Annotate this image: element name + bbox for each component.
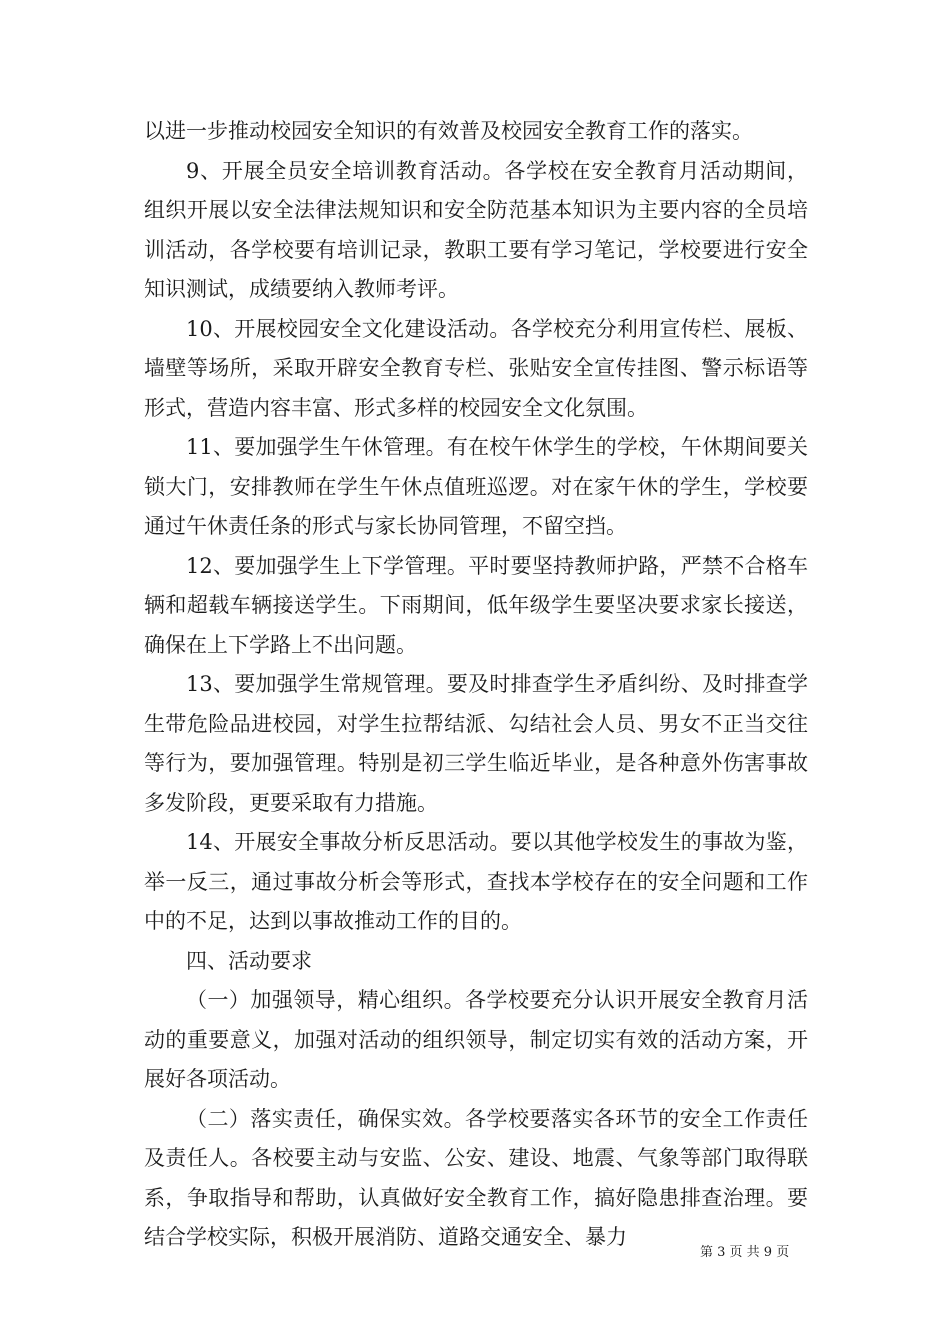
paragraph-continuation: 以进一步推动校园安全知识的有效普及校园安全教育工作的落实。 — [144, 119, 753, 143]
paragraph-item-12: 12、要加强学生上下学管理。平时要坚持教师护路，严禁不合格车辆和超载车辆接送学生。下雨期间，低年级学生要坚决要求家长接送，确保在上下学路上不出问题。 — [144, 553, 808, 657]
page-number: 第 3 页 共 9 页 — [700, 1245, 790, 1260]
paragraph-item-14: 14、开展安全事故分析反思活动。要以其他学校发生的事故为鉴，举一反三，通过事故分析会等形式，查找本学校存在的安全问题和工作中的不足，达到以事故推动工作的目的。 — [144, 830, 808, 933]
paragraph-item-13: 13、要加强学生常规管理。要及时排查学生矛盾纠纷、及时排查学生带危险品进校园，对学生拉帮结派、勾结社会人员、男女不正当交往等行为，要加强管理。特别是初三学生临近毕业，是各种意外伤害事故多发阶段，更要采取有力措施。 — [144, 672, 808, 815]
paragraph-item-10: 10、开展校园安全文化建设活动。各学校充分利用宣传栏、展板、墙壁等场所，采取开辟安全教育专栏、张贴安全宣传挂图、警示标语等形式，营造内容丰富、形式多样的校园安全文化氛围。 — [144, 316, 808, 420]
paragraph-item-9: 9、开展全员安全培训教育活动。各学校在安全教育月活动期间，组织开展以安全法律法规知识和安全防范基本知识为主要内容的全员培训活动，各学校要有培训记录，教职工要有学习笔记，学校要进行安全知识测试，成绩要纳入教师考评。 — [144, 158, 808, 301]
paragraph-item-11: 11、要加强学生午休管理。有在校午休学生的学校，午休期间要关锁大门，安排教师在学生午休点值班巡逻。对在家午休的学生，学校要通过午休责任条的形式与家长协同管理，不留空挡。 — [144, 435, 808, 538]
paragraph-requirement-2: （二）落实责任，确保实效。各学校要落实各环节的安全工作责任及责任人。各校要主动与安监、公安、建设、地震、气象等部门取得联系，争取指导和帮助，认真做好安全教育工作，搞好隐患排查治理。要结合学校实际，积极开展消防、道路交通安全、暴力 — [144, 1106, 808, 1249]
document-body — [144, 112, 808, 1258]
paragraph-requirement-1: （一）加强领导，精心组织。各学校要充分认识开展安全教育月活动的重要意义，加强对活动的组织领导，制定切实有效的活动方案，开展好各项活动。 — [144, 988, 808, 1091]
section-heading-requirements: 四、活动要求 — [186, 948, 312, 973]
